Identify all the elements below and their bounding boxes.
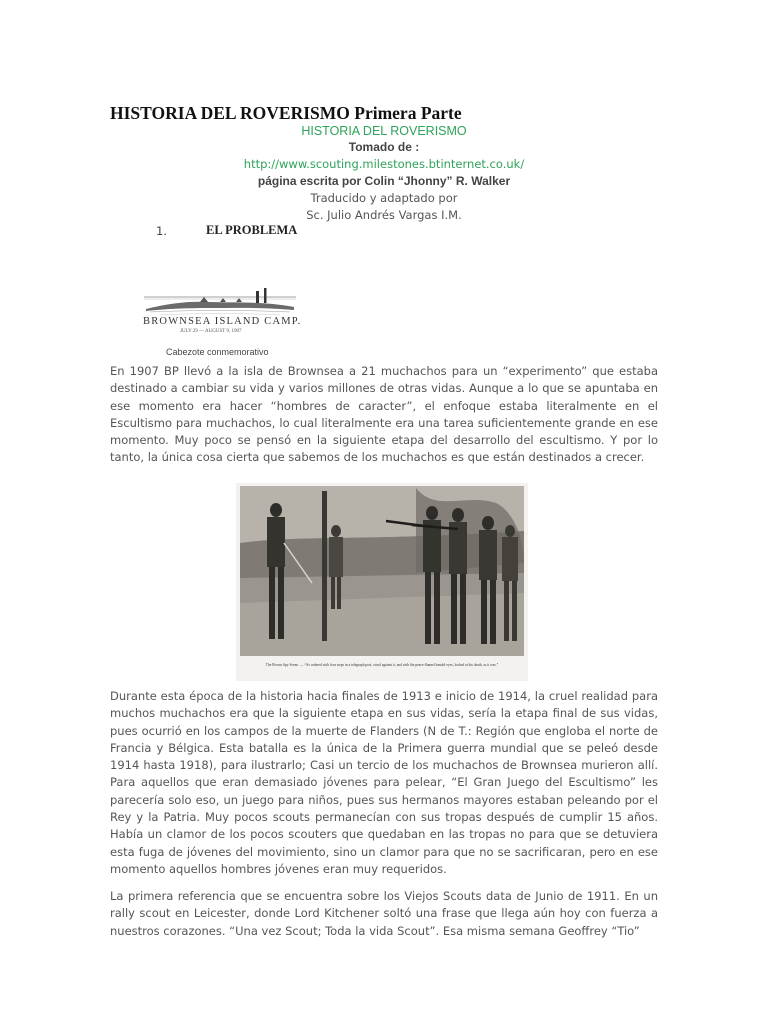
section-number: 1. (156, 224, 167, 238)
author-line: página escrita por Colin “Jhonny” R. Walker (257, 174, 511, 188)
logo-subtitle: JULY 29 — AUGUST 9, 1907 (180, 329, 242, 334)
logo-title: BROWNSEA ISLAND CAMP. (143, 316, 302, 327)
paragraph-2: Durante esta época de la historia hacia finales de 1913 e inicio de 1914, la cruel realidad para muchos muchachos era que la siguiente etapa en sus vidas, sería la etapa final de sus vidas, pues ocurrió en los campos de la muerte de Flanders (N de T.: Región que engloba el norte de Francia y Bélgica. Esta batalla es la única de la Primera guerra mundial que se peleó desde 1914 hasta 1918), para ilustrarlo; Casi un tercio de los muchachos de Brownsea murieron allí. Para aquellos que eran demasiado jóvenes para pelear, “El Gran Juego del Escultismo” les parecería solo eso, un juego para niños, pues sus hermanos mayores estaban peleando por el Rey y la Patria. Muy pocos scouts permanecían con sus tropas después de cumplir 15 años. Había un clamor de los pocos scouters que quedaban en las tropas no para que se detuviera esta fuga de jóvenes del movimiento, sino un clamor para que no se sacrificaran, pero en ese momento aquellos hombres jóvenes eran muy requeridos. (110, 689, 658, 876)
section-heading: EL PROBLEMA (206, 223, 298, 237)
source-link[interactable]: http://www.scouting.milestones.btinternet.co.uk/ (243, 157, 525, 171)
illustration-frame (236, 483, 528, 681)
translator-name: Sc. Julio Andrés Vargas I.M. (306, 208, 462, 222)
document-title: HISTORIA DEL ROVERISMO Primera Parte (110, 103, 462, 123)
paragraph-1: En 1907 BP llevó a la isla de Brownsea a 21 muchachos para un “experimento” que estaba destinado a cambiar su vida y varios millones de otras vidas. Aunque a lo que se apuntaba en ese momento era hacer “hombres de caracter”, el enfoque estaba literalmente en el Escultismo para muchachos, lo cual literalmente era una tarea suficientemente grande en ese momento. Muy poco se pensó en la siguiente etapa del desarrollo del escultismo. Y por lo tanto, la única cosa cierta que sabemos de los muchachos es que están destinados a crecer. (110, 364, 658, 465)
illustration-caption: The Brown Spy Scene. — “As ordered with four steps in a telegraph post, stood against it, and with the peace-flannel bandol eyes, looked at his death, as it was.” (265, 663, 499, 667)
source-label: Tomado de : (348, 140, 420, 154)
logo-caption: Cabezote conmemorativo (166, 347, 269, 357)
paragraph-3: La primera referencia que se encuentra sobre los Viejos Scouts data de Junio de 1911. En un rally scout en Leicester, donde Lord Kitchener soltó una frase que llega aún hoy con fuerza a nuestros corazones. “Una vez Scout; Toda la vida Scout”. Esa misma semana Geoffrey “Tio” (110, 889, 658, 938)
document-subtitle: HISTORIA DEL ROVERISMO (301, 124, 467, 138)
translation-line: Traducido y adaptado por (310, 191, 458, 205)
execution-scene-icon (236, 483, 528, 681)
